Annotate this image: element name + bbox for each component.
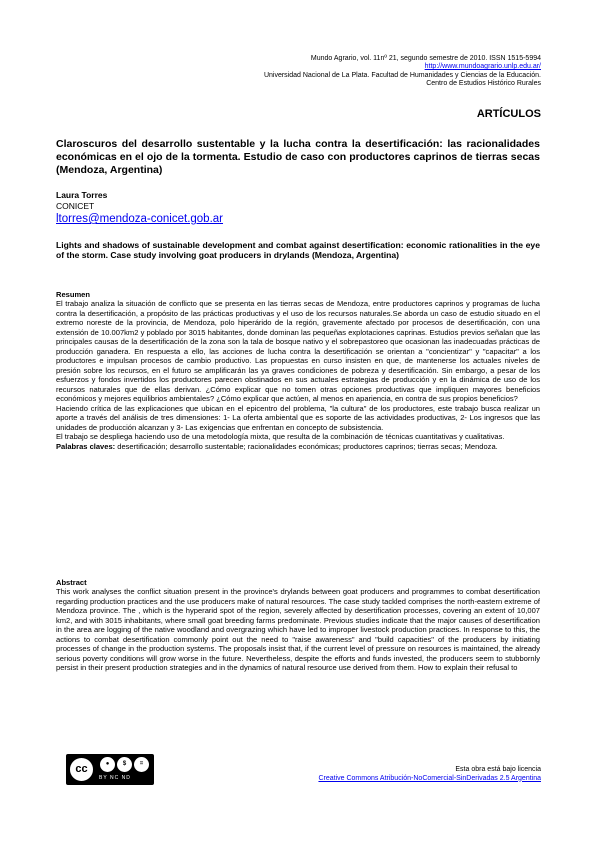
english-title: Lights and shadows of sustainable development and combat against desertification: economic rationalities in the eye of the storm. Case study involving goat producers in drylands (Mendoza, Argentina) [56,240,540,261]
university-name: Universidad Nacional de La Plata. Facultad de Humanidades y Ciencias de la Educación. [263,71,541,79]
license-notice [318,766,541,783]
abstract-heading: Abstract [56,578,87,587]
keywords-list: desertificación; desarrollo sustentable; racionalidades económicas; productores caprinos; tierras secas; Mendoza. [115,441,498,451]
license-link[interactable]: Creative Commons Atribución-NoComercial-SinDerivadas 2.5 Argentina [318,774,541,782]
resumen-section [56,290,540,451]
journal-citation: Mundo Agrario, vol. 11nº 21, segundo semestre de 2010. ISSN 1515-5994 [310,55,541,62]
noderivatives-icon: = [134,757,149,772]
resumen-paragraph-1: El trabajo analiza la situación de conflicto que se presenta en las tierras secas de Mendoza, entre productores caprinos y programas de lucha contra la desertificación, a propósito de las prácticas productivas y el uso de los recursos naturales.Se aborda un caso de estudio situado en el extremo noreste de la provincia, de Mendoza, polo hiperárido de la región, gravemente afectado por procesos de desertificación, con una extensión de 10.007km2 y poblado por 3015 habitantes, donde dominan las pequeñas explotaciones caprinas. Estudios previos señalan que las principales causas de la desertificación de la zona son la tala de bosque nativo y el sobrepastoreo que ocasionan las inadecuadas prácticas de producción ganadera. En respuesta a ello, las acciones de lucha contra la desertificación se orientan a "concientizar" y "capacitar" a los productores e impulsan procesos de cambio productivo. Las propuestas en curso insisten en que, de mantenerse los actuales niveles de presión sobre los recursos, en el futuro se amplificarán las ya graves condiciones de pobreza y desertificación. Sin embargo, a pesar de los esfuerzos y fondos invertidos los productores parecen obstinados en sus actuales estrategias de producción y en la dinámica de uso de los recursos naturales que de ellas derivan. ¿Cómo explicar que no tomen otras opciones productivas que impliquen mayores beneficios económicos y mejores equilibrios ambientales? ¿Cómo explicar que actúen, al menos en apariencia, en contra de sus propios beneficios? [56,299,540,404]
creative-commons-badge[interactable] [66,754,154,785]
article-title: Claroscuros del desarrollo sustentable y la lucha contra la desertificación: las racionalidades económicas en el ojo de la tormenta. Estudio de caso con productores caprinos de tierras secas (Mendoza, Argentina) [56,138,540,177]
author-block [56,190,107,211]
cc-icon: cc [68,756,95,783]
noncommercial-icon: $ [117,757,132,772]
keywords [56,442,540,451]
research-center: Centro de Estudios Histórico Rurales [426,80,541,88]
author-email-link[interactable]: ltorres@mendoza-conicet.gob.ar [56,213,224,225]
license-line: Esta obra está bajo licencia [455,766,541,773]
author-affiliation: CONICET [56,200,95,211]
resumen-heading: Resumen [56,290,90,299]
author-name: Laura Torres [56,190,108,200]
section-label: ARTÍCULOS [476,108,541,120]
attribution-icon: ● [100,757,115,772]
cc-badge-label: BY NC ND [99,775,131,781]
abstract-paragraph-1: This work analyses the conflict situation present in the province's drylands between goat producers and programmes to combat desertification regarding production practices and the use producers make of natural resources. The case study tackled comprises the north-eastern extreme of Mendoza province. The , which is the hyperarid spot of the region, severely affected by desertification processes, covering an extent of 10,007 km2, and with 3015 inhabitants, where small goat breeding farms predominate. Previous studies indicate that the major causes of desertification in the area are logging of the native woodland and overgrazing which have led to improper livestock production practices. In response to this, the actions to combat desertification commonly point out the need to "raise awareness" and "build capacities" of the producers by initiating processes of change in the production systems. The proposals insist that, if the current level of pressure on resources is maintained, the already serious poverty conditions will grow worse in the future. Nevertheless, despite the efforts and funds invested, the producers seem to stubbornly persist in their present production strategies and in the dynamics of natural resource use derived from them. How to explain their refusal to [56,587,540,673]
resumen-paragraph-3: El trabajo se despliega haciendo uso de una metodología mixta, que resulta de la combinación de técnicas cuantitativas y cualitativas. [56,432,505,442]
journal-header [264,55,541,89]
journal-url-link[interactable]: http://www.mundoagrario.unlp.edu.ar/ [424,63,541,71]
keywords-label: Palabras claves: [56,441,116,451]
abstract-section [56,578,540,673]
resumen-paragraph-2: Haciendo crítica de las explicaciones que ubican en el epicentro del problema, "la cultura" de los productores, este trabajo busca realizar un aporte a través del análisis de tres dimensiones: 1- La oferta ambiental que es soporte de las actividades productivas, 2- Los ingresos que las unidades de producción alcanzan y 3- Las exigencias que enfrentan en concepto de subsistencia. [56,403,540,432]
